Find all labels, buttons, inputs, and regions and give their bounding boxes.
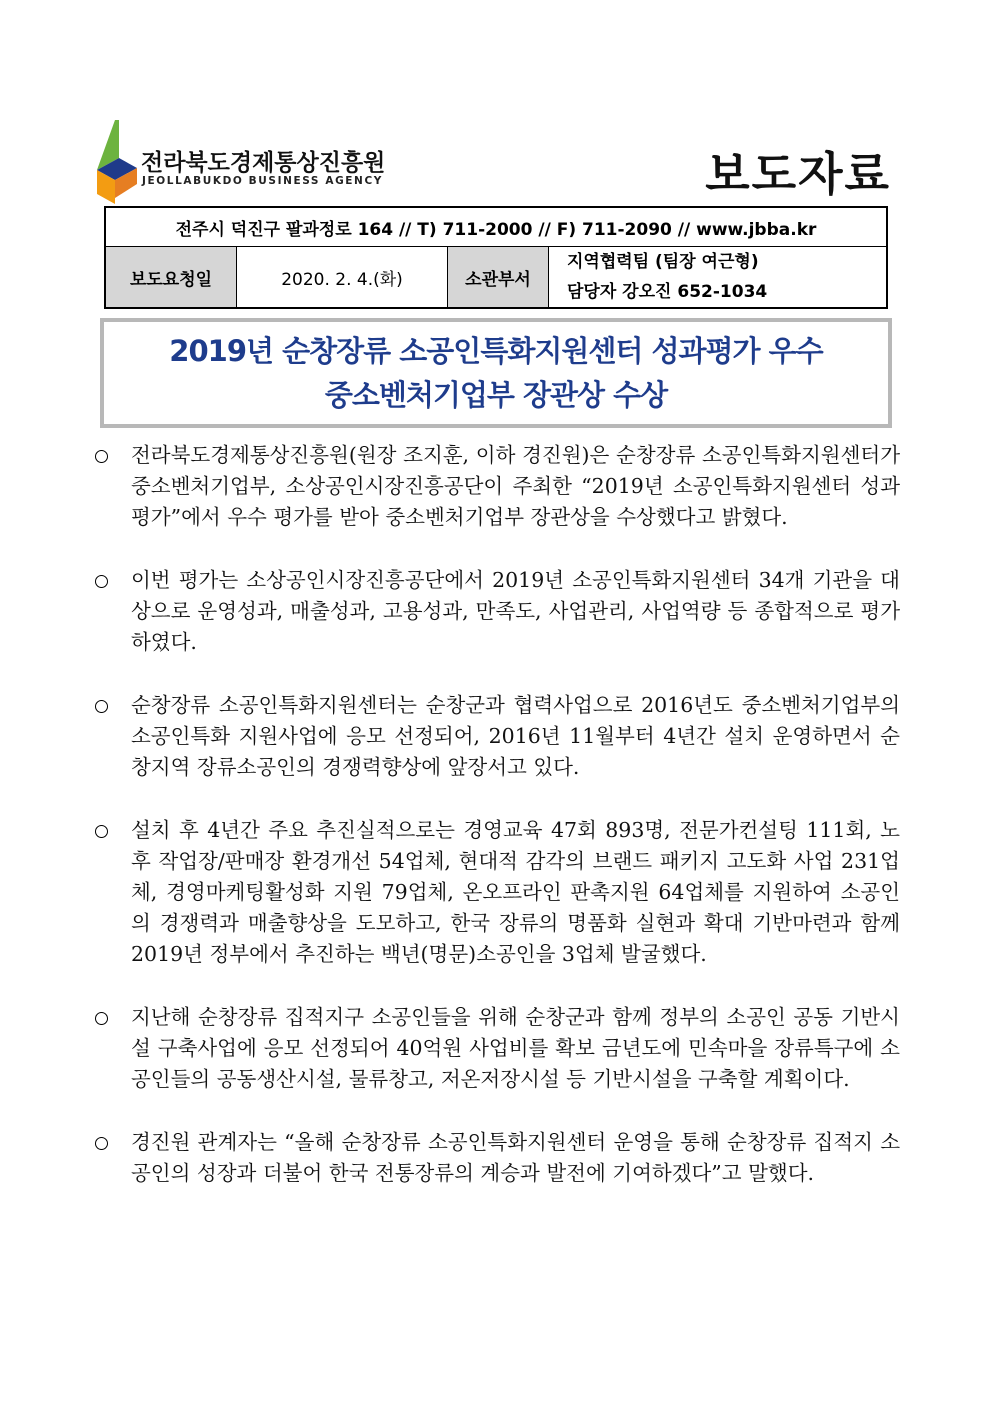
paragraph-text: 순창장류 소공인특화지원센터는 순창군과 협력사업으로 2016년도 중소벤처기업부의 소공인특화 지원사업에 응모 선정되어, 2016년 11월부터 4년간 설치 운영하면서 순창지역 장류소공인의 경쟁력향상에 앞장서고 있다. [131,693,900,779]
dept-label: 소관부서 [448,247,549,309]
dept-team: 지역협력팀 (팀장 여근형) [567,252,759,272]
info-table [104,206,888,309]
request-date-label: 보도요청일 [105,247,237,309]
paragraph [95,690,900,783]
dept-info [549,247,888,309]
paragraph [95,440,900,533]
circle-bullet-icon [95,1012,108,1025]
dept-contact: 담당자 강오진 652-1034 [567,282,768,302]
agency-logo [95,118,395,208]
contact-info: 전주시 덕진구 팔과정로 164 // T) 711-2000 // F) 711-2090 // www.jbba.kr [105,207,887,247]
headline-box [100,318,892,428]
body-paragraphs [95,440,900,1221]
paragraph [95,565,900,658]
agency-logo-icon [95,118,139,208]
request-date: 2020. 2. 4.(화) [237,247,448,309]
paragraph [95,815,900,970]
paragraph [95,1002,900,1095]
paragraph-text: 전라북도경제통상진흥원(원장 조지훈, 이하 경진원)은 순창장류 소공인특화지원센터가 중소벤처기업부, 소상공인시장진흥공단이 주최한 “2019년 소공인특화지원센터 성과평가”에서 우수 평가를 받아 중소벤처기업부 장관상을 수상했다고 밝혔다. [131,443,900,529]
org-name: 전라북도경제통상진흥원 [141,150,386,176]
headline-line-2: 중소벤처기업부 장관상 수상 [324,378,668,412]
circle-bullet-icon [95,1137,108,1150]
doc-type-title: 보도자료 [705,147,891,201]
circle-bullet-icon [95,450,108,463]
org-name-english: JEOLLABUKDO BUSINESS AGENCY [142,175,383,187]
paragraph-text: 경진원 관계자는 “올해 순창장류 소공인특화지원센터 운영을 통해 순창장류 집적지 소공인의 성장과 더불어 한국 전통장류의 계승과 발전에 기여하겠다”고 말했다. [131,1130,900,1185]
circle-bullet-icon [95,575,108,588]
circle-bullet-icon [95,825,108,838]
paragraph-text: 설치 후 4년간 주요 추진실적으로는 경영교육 47회 893명, 전문가컨설팅 111회, 노후 작업장/판매장 환경개선 54업체, 현대적 감각의 브랜드 패키지 고도화 사업 231업체, 경영마케팅활성화 지원 79업체, 온오프라인 판촉지원 64업체를 지원하여 소공인의 경쟁력과 매출향상을 도모하고, 한국 장류의 명품화 실현과 확대 기반마련과 함께 2019년 정부에서 추진하는 백년(명문)소공인을 3업체 발굴했다. [131,818,900,966]
paragraph [95,1127,900,1189]
paragraph-text: 이번 평가는 소상공인시장진흥공단에서 2019년 소공인특화지원센터 34개 기관을 대상으로 운영성과, 매출성과, 고용성과, 만족도, 사업관리, 사업역량 등 종합적으로 평가하였다. [131,568,900,654]
contact-row [105,207,887,247]
headline-line-1: 2019년 순창장류 소공인특화지원센터 성과평가 우수 [169,334,823,368]
page-header [95,118,895,208]
request-row [105,247,887,309]
circle-bullet-icon [95,700,108,713]
paragraph-text: 지난해 순창장류 집적지구 소공인들을 위해 순창군과 함께 정부의 소공인 공동 기반시설 구축사업에 응모 선정되어 40억원 사업비를 확보 금년도에 민속마을 장류특구에 소공인들의 공동생산시설, 물류창고, 저온저장시설 등 기반시설을 구축할 계획이다. [131,1005,900,1091]
